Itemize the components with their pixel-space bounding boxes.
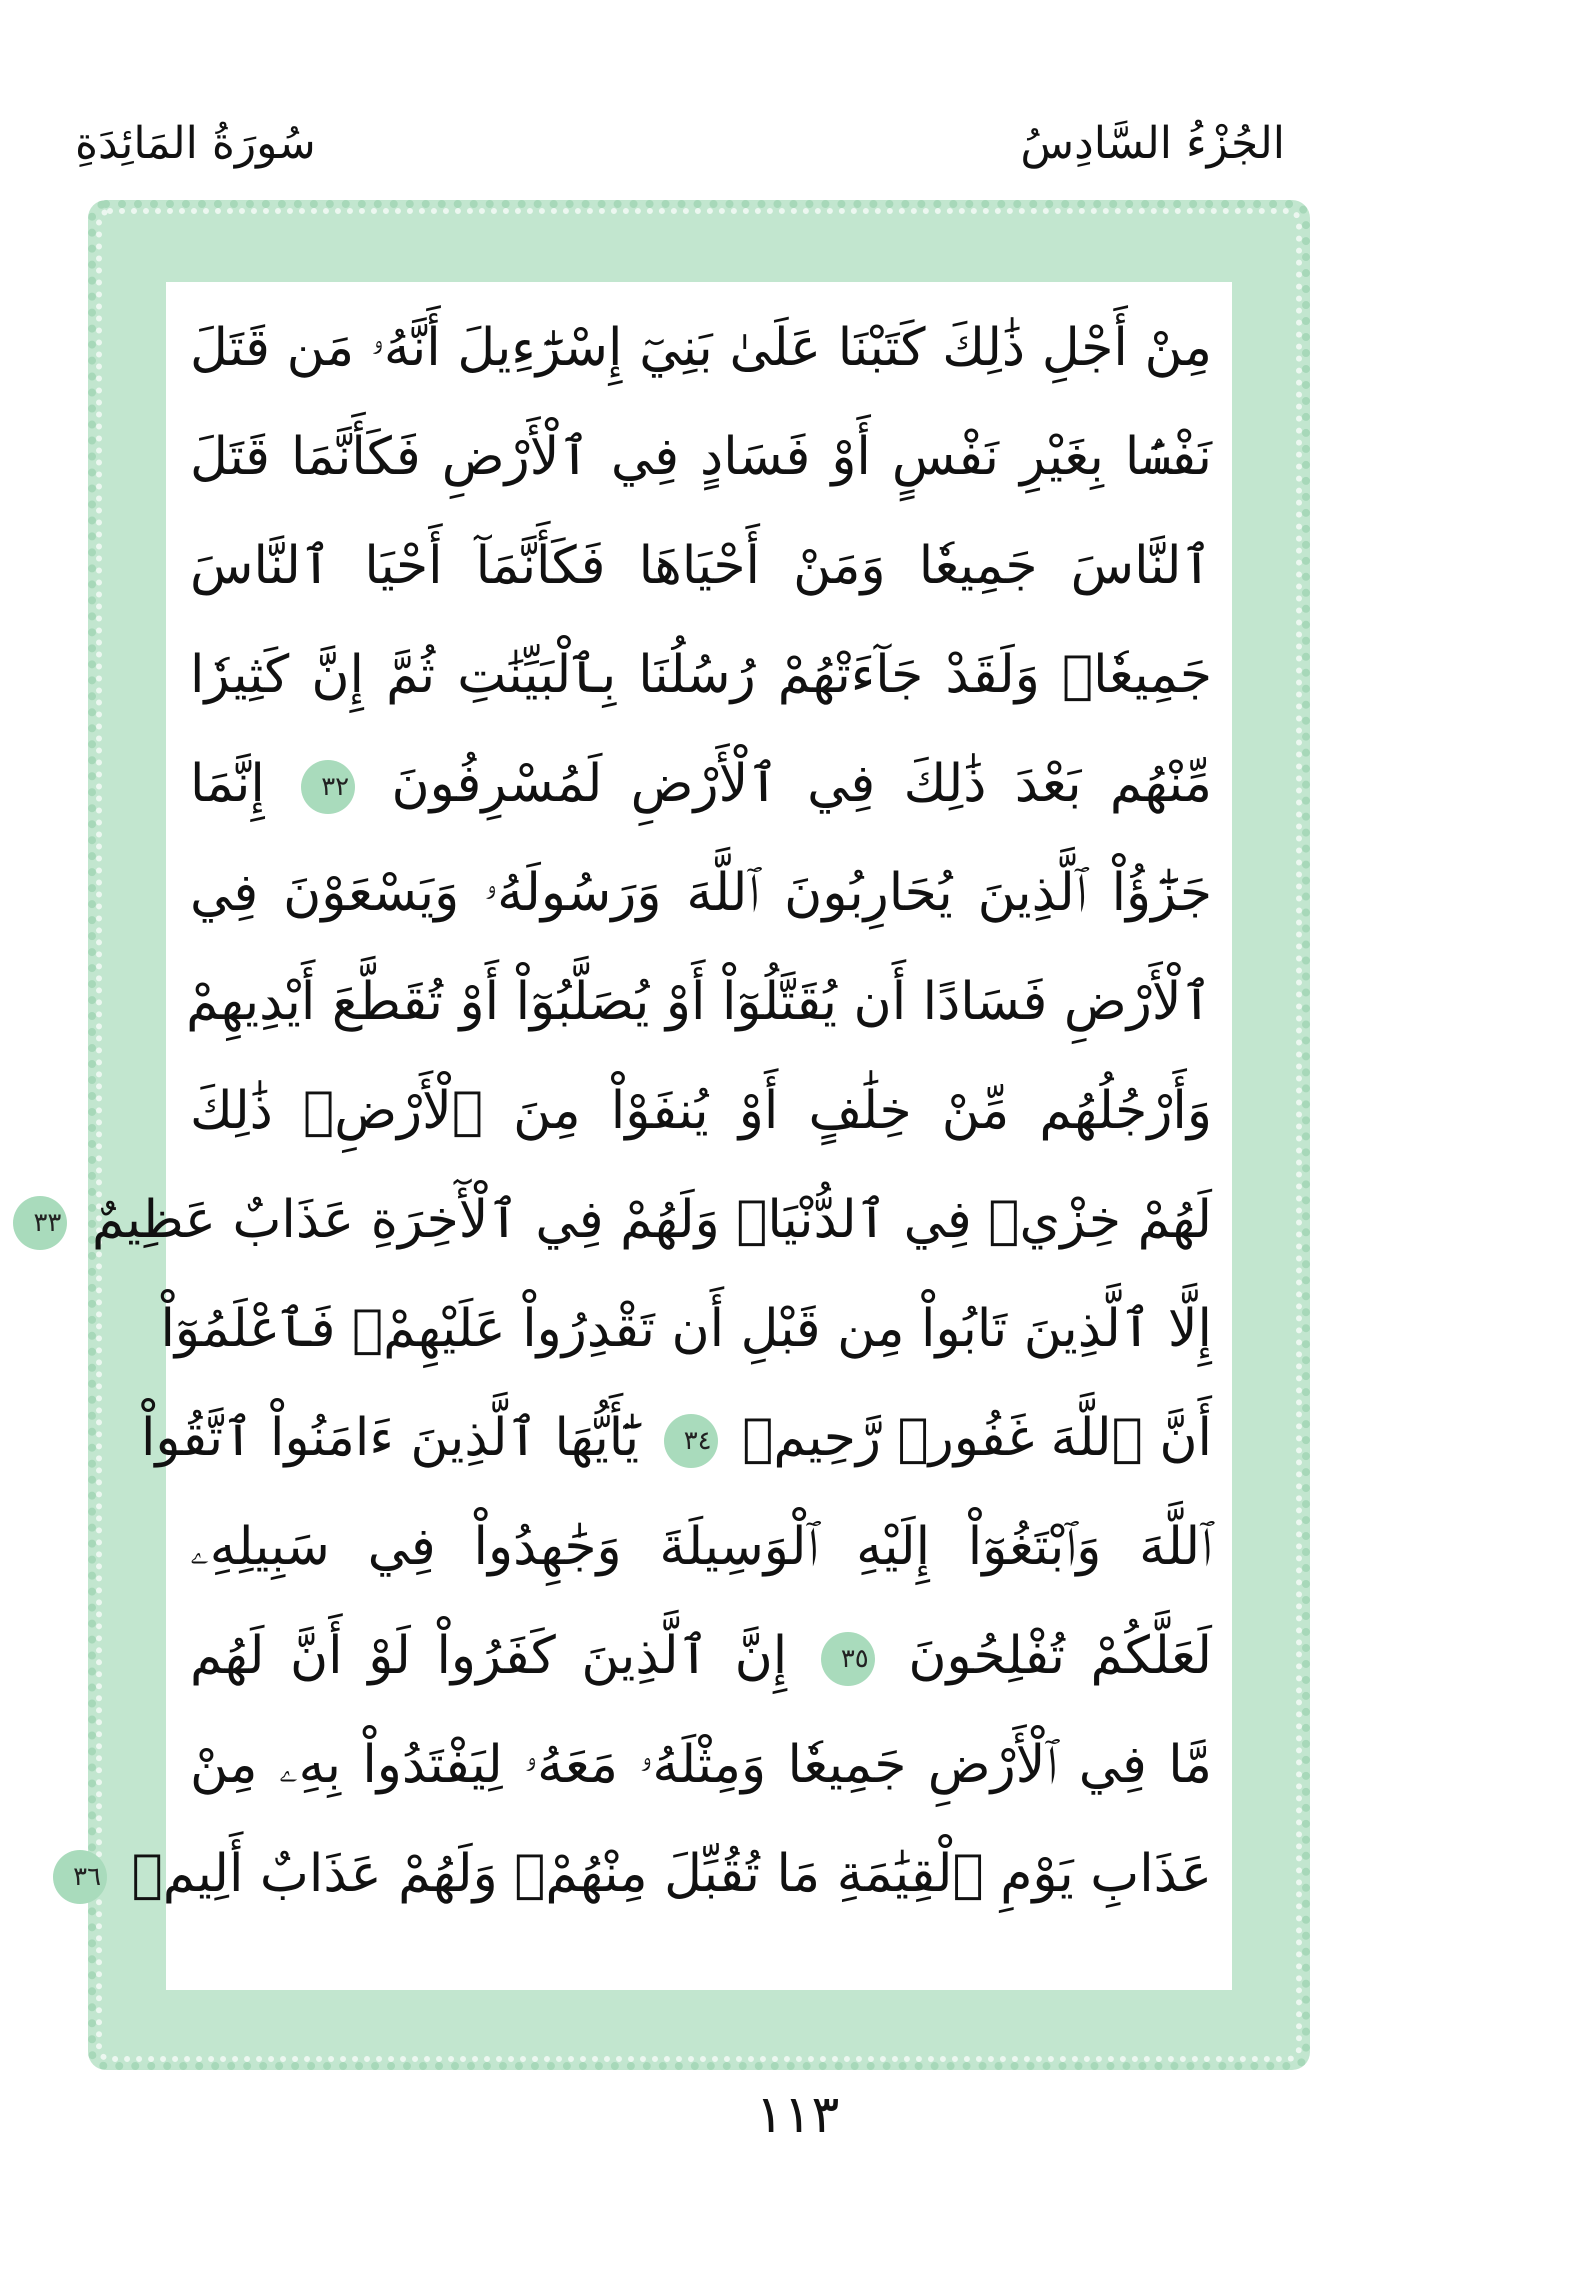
- ayah-number-marker: ٣٤: [664, 1414, 718, 1468]
- line-text: لَهُمْ خِزْيٞ فِي ٱلدُّنْيَاۖ وَلَهُمْ فِي ٱلْأٓخِرَةِ عَذَابٌ عَظِيمٌ: [91, 1190, 1212, 1250]
- line-text: إِلَّا ٱلَّذِينَ تَابُواْ مِن قَبْلِ أَن تَقْدِرُواْ عَلَيْهِمْۖ فَٱعْلَمُوٓاْ: [160, 1299, 1212, 1359]
- page-number: ١١٣: [755, 2085, 840, 2145]
- verse-line-3: [190, 518, 1212, 614]
- verse-line-14: [190, 1717, 1212, 1813]
- line-text: ٱلنَّاسَ جَمِيعٗا وَمَنْ أَحْيَاهَا فَكَأَنَّمَآ أَحْيَا ٱلنَّاسَ: [190, 536, 1212, 596]
- line-text: عَذَابِ يَوْمِ ٱلْقِيَٰمَةِ مَا تُقُبِّلَ مِنْهُمْۖ وَلَهُمْ عَذَابٌ أَلِيمٞ: [131, 1844, 1212, 1904]
- line-text: مِّنْهُم بَعْدَ ذَٰلِكَ فِي ٱلْأَرْضِ لَمُسْرِفُونَ: [391, 754, 1212, 814]
- ayah-number-marker: ٣٦: [53, 1850, 107, 1904]
- page-header: [0, 0, 1595, 200]
- verse-line-13: [190, 1608, 1212, 1704]
- ayah-number-marker: ٣٥: [821, 1632, 875, 1686]
- verse-line-9: [33, 1172, 1212, 1268]
- line-text: وَأَرْجُلُهُم مِّنْ خِلَٰفٍ أَوْ يُنفَوْاْ مِنَ ٱلْأَرْضِۚ ذَٰلِكَ: [190, 1081, 1212, 1141]
- verse-line-2: [190, 409, 1212, 505]
- verse-line-4: [190, 627, 1212, 723]
- verse-line-7: [186, 954, 1212, 1050]
- line-text: ٱللَّهَ وَٱبْتَغُوٓاْ إِلَيْهِ ٱلْوَسِيلَةَ وَجَٰهِدُواْ فِي سَبِيلِهِۦ: [190, 1517, 1212, 1577]
- verse-line-5: [190, 736, 1212, 832]
- line-text: نَفْسَۢا بِغَيْرِ نَفْسٍ أَوْ فَسَادٍ فِي ٱلْأَرْضِ فَكَأَنَّمَا قَتَلَ: [190, 427, 1212, 487]
- line-text: ٱلْأَرْضِ فَسَادًا أَن يُقَتَّلُوٓاْ أَوْ يُصَلَّبُوٓاْ أَوْ تُقَطَّعَ أَيْدِيهِمْ: [186, 972, 1212, 1032]
- ayah-number-marker: ٣٢: [301, 760, 355, 814]
- line-text: مِنْ أَجْلِ ذَٰلِكَ كَتَبْنَا عَلَىٰ بَنِيٓ إِسْرَٰٓءِيلَ أَنَّهُۥ مَن قَتَلَ: [190, 318, 1212, 378]
- verse-line-11: [140, 1390, 1212, 1486]
- verse-line-6: [190, 845, 1212, 941]
- verse-line-15: [73, 1826, 1212, 1922]
- surah-title: سُورَةُ المَائِدَةِ: [75, 118, 316, 169]
- verse-line-12: [190, 1499, 1212, 1595]
- line-text-after-marker: إِنَّمَا: [190, 754, 265, 814]
- verse-line-1: [190, 300, 1212, 396]
- ayah-number-marker: ٣٣: [13, 1196, 67, 1250]
- verse-line-8: [190, 1063, 1212, 1159]
- line-text: أَنَّ ٱللَّهَ غَفُورٞ رَّحِيمٞ: [742, 1408, 1212, 1468]
- line-text-after-marker: إِنَّ ٱلَّذِينَ كَفَرُواْ لَوْ أَنَّ لَهُم: [190, 1626, 788, 1686]
- line-text: جَمِيعٗاۚ وَلَقَدْ جَآءَتْهُمْ رُسُلُنَا بِٱلْبَيِّنَٰتِ ثُمَّ إِنَّ كَثِيرٗا: [190, 645, 1212, 705]
- line-text: جَزَٰٓؤُاْ ٱلَّذِينَ يُحَارِبُونَ ٱللَّهَ وَرَسُولَهُۥ وَيَسْعَوْنَ فِي: [190, 863, 1212, 923]
- juz-title: الجُزْءُ السَّادِسُ: [1020, 118, 1285, 169]
- line-text: مَّا فِي ٱلْأَرْضِ جَمِيعٗا وَمِثْلَهُۥ مَعَهُۥ لِيَفْتَدُواْ بِهِۦ مِنْ: [190, 1735, 1212, 1795]
- line-text-after-marker: يَٰٓأَيُّهَا ٱلَّذِينَ ءَامَنُواْ ٱتَّقُواْ: [140, 1408, 640, 1468]
- verse-line-10: [160, 1281, 1212, 1377]
- line-text: لَعَلَّكُمْ تُفْلِحُونَ: [908, 1626, 1213, 1686]
